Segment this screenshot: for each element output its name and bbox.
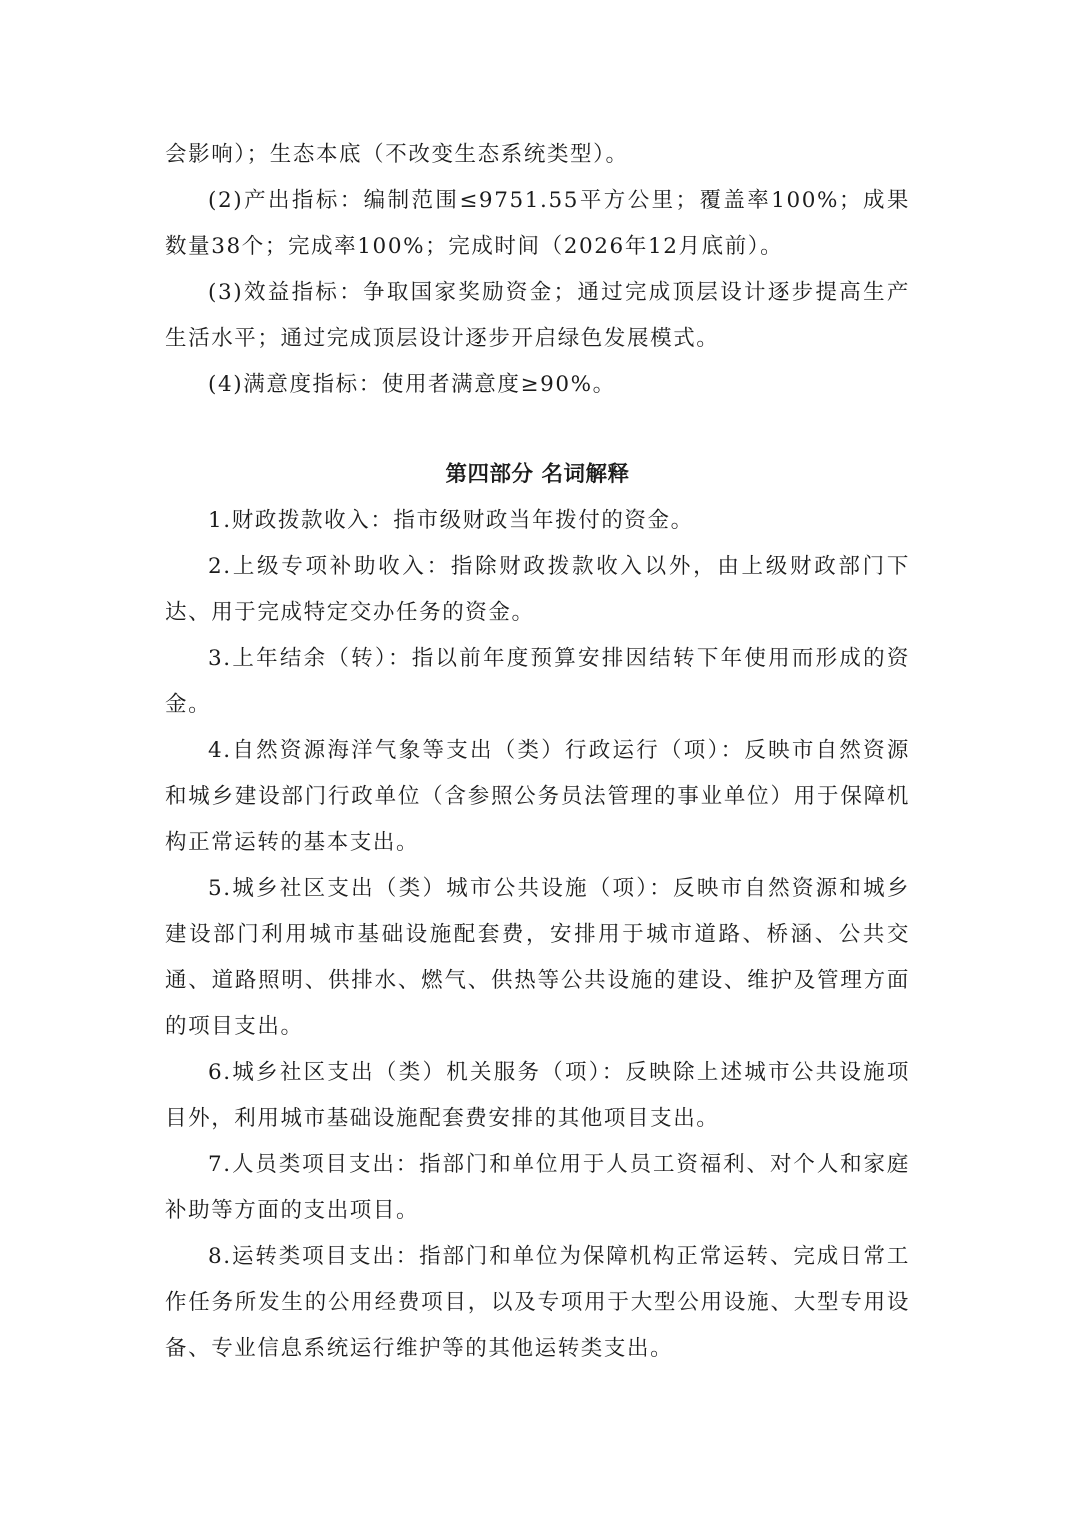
benefit-indicator-paragraph: (3)效益指标：争取国家奖励资金；通过完成顶层设计逐步提高生产生活水平；通过完成顶层设计逐步开启绿色发展模式。 — [165, 280, 910, 351]
term-definition: 7.人员类项目支出：指部门和单位用于人员工资福利、对个人和家庭补助等方面的支出项目。 — [165, 1152, 910, 1223]
term-definition: 4.自然资源海洋气象等支出（类）行政运行（项）：反映市自然资源和城乡建设部门行政单位（含参照公务员法管理的事业单位）用于保障机构正常运转的基本支出。 — [165, 738, 910, 855]
continuation-paragraph: 会影响）；生态本底（不改变生态系统类型）。 — [165, 142, 629, 167]
term-definition: 8.运转类项目支出：指部门和单位为保障机构正常运转、完成日常工作任务所发生的公用经费项目，以及专项用于大型公用设施、大型专用设备、专业信息系统运行维护等的其他运转类支出。 — [165, 1244, 910, 1361]
document-body — [165, 132, 910, 1372]
term-definition: 6.城乡社区支出（类）机关服务（项）：反映除上述城市公共设施项目外，利用城市基础设施配套费安排的其他项目支出。 — [165, 1060, 910, 1131]
term-definition: 3.上年结余（转）：指以前年度预算安排因结转下年使用而形成的资金。 — [165, 646, 910, 717]
term-definition: 2.上级专项补助收入：指除财政拨款收入以外，由上级财政部门下达、用于完成特定交办任务的资金。 — [165, 554, 910, 625]
satisfaction-indicator-paragraph: (4)满意度指标：使用者满意度≥90%。 — [208, 372, 616, 397]
term-definition: 5.城乡社区支出（类）城市公共设施（项）：反映市自然资源和城乡建设部门利用城市基础设施配套费，安排用于城市道路、桥涵、公共交通、道路照明、供排水、燃气、供热等公共设施的建设、维护及管理方面的项目支出。 — [165, 876, 910, 1039]
output-indicator-paragraph: (2)产出指标：编制范围≤9751.55平方公里；覆盖率100%；成果数量38个；完成率100%；完成时间（2026年12月底前）。 — [165, 188, 910, 259]
section-title: 第四部分 名词解释 — [445, 462, 630, 487]
term-definition: 1.财政拨款收入：指市级财政当年拨付的资金。 — [208, 508, 694, 533]
